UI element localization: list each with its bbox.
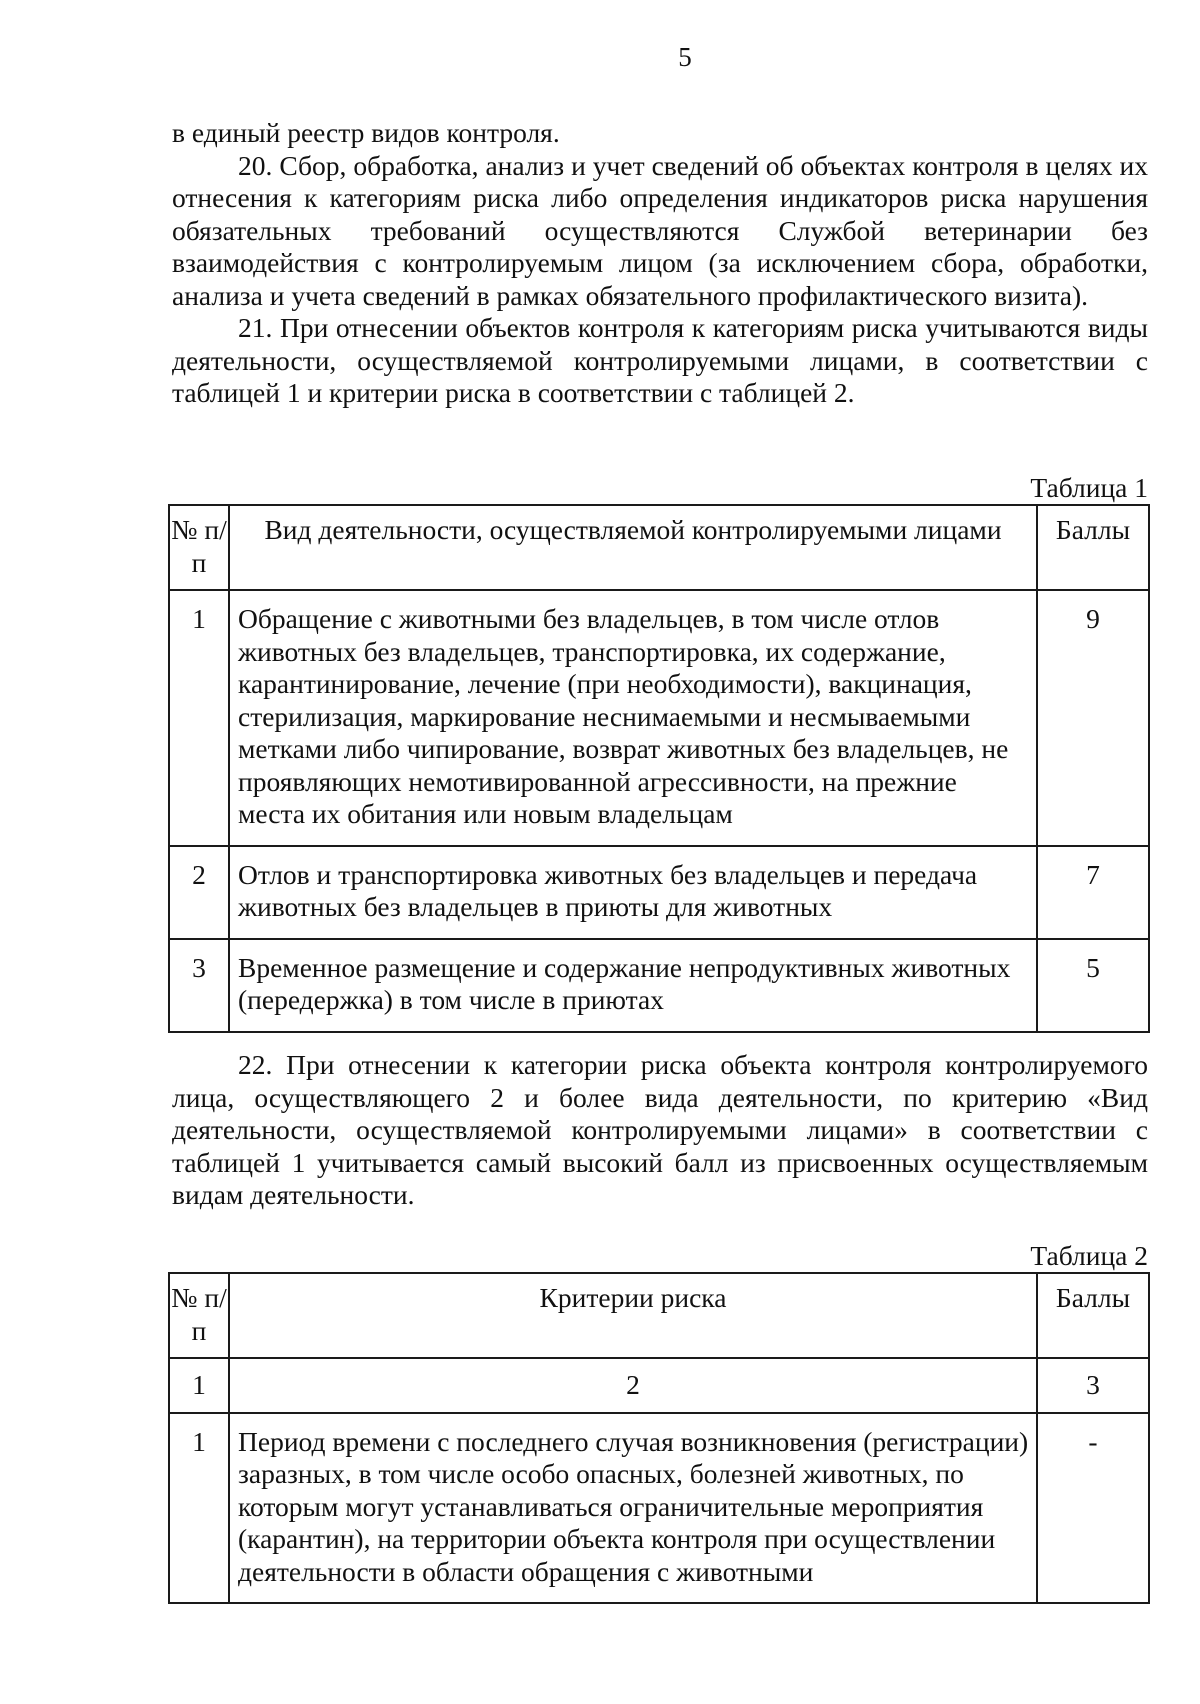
table1-header-activity: Вид деятельности, осуществляемой контролируемыми лицами — [229, 505, 1037, 590]
table1-row2-score: 7 — [1037, 846, 1149, 939]
table1-caption: Таблица 1 — [1030, 472, 1148, 503]
table2-row1-text: Период времени с последнего случая возникновения (регистрации) заразных, в том числе особо опасных, болезней животных, по которым могут устанавливаться ограничительные мероприятия (карантин), на территории объекта контроля при осуществлении деятельности в области обращения с животными — [229, 1413, 1037, 1604]
table1-header-row — [169, 505, 1149, 590]
table1-header-num: № п/п — [169, 505, 229, 590]
table1-row1-text: Обращение с животными без владельцев, в том числе отлов животных без владельцев, транспортировка, их содержание, карантинирование, лечение (при необходимости), вакцинация, стерилизация, маркирование неснимаемыми и несмываемыми метками либо чипирование, возврат животных без владельцев, не проявляющих немотивированной агрессивности, на прежние места их обитания или новым владельцам — [229, 590, 1037, 846]
table2-numbering-row — [169, 1358, 1149, 1413]
page-number: 5 — [678, 42, 692, 72]
table1-row3-score: 5 — [1037, 939, 1149, 1032]
table2-colnum-2: 2 — [229, 1358, 1037, 1413]
table-row — [169, 590, 1149, 846]
table1-row3-text: Временное размещение и содержание непродуктивных животных (передержка) в том числе в приютах — [229, 939, 1037, 1032]
paragraph-continuation: в единый реестр видов контроля. — [172, 117, 560, 148]
table1-row3-num: 3 — [169, 939, 229, 1032]
table1-row2-text: Отлов и транспортировка животных без владельцев и передача животных без владельцев в приюты для животных — [229, 846, 1037, 939]
table2-row1-num: 1 — [169, 1413, 229, 1604]
table1-row2-num: 2 — [169, 846, 229, 939]
table2-header-row — [169, 1273, 1149, 1358]
body-text-top — [172, 117, 1148, 410]
table2-header-score: Баллы — [1037, 1273, 1149, 1358]
table2-colnum-1: 1 — [169, 1358, 229, 1413]
table2-colnum-3: 3 — [1037, 1358, 1149, 1413]
table1 — [168, 504, 1150, 1033]
table1-row1-num: 1 — [169, 590, 229, 846]
table-row — [169, 846, 1149, 939]
table1-row1-score: 9 — [1037, 590, 1149, 846]
table2-caption: Таблица 2 — [1030, 1240, 1148, 1271]
table-row — [169, 1413, 1149, 1604]
table1-header-score: Баллы — [1037, 505, 1149, 590]
table2 — [168, 1272, 1150, 1604]
table-row — [169, 939, 1149, 1032]
paragraph-20: 20. Сбор, обработка, анализ и учет сведений об объектах контроля в целях их отнесения к категориям риска либо определения индикаторов риска нарушения обязательных требований осуществляются Службой ветеринарии без взаимодействия с контролируемым лицом (за исключением сбора, обработки, анализа и учета сведений в рамках обязательного профилактического визита). — [172, 149, 1148, 311]
paragraph-21: 21. При отнесении объектов контроля к категориям риска учитываются виды деятельности, осуществляемой контролируемыми лицами, в соответствии с таблицей 1 и критерии риска в соответствии с таблицей 2. — [172, 312, 1148, 408]
paragraph-22: 22. При отнесении к категории риска объекта контроля контролируемого лица, осуществляющего 2 и более вида деятельности, по критерию «Вид деятельности, осуществляемой контролируемыми лицами» в соответствии с таблицей 1 учитывается самый высокий балл из присвоенных осуществляемым видам деятельности. — [172, 1049, 1148, 1210]
body-text-middle — [172, 1049, 1148, 1212]
table2-row1-score: - — [1037, 1413, 1149, 1604]
table2-header-criteria: Критерии риска — [229, 1273, 1037, 1358]
table2-header-num: № п/п — [169, 1273, 229, 1358]
